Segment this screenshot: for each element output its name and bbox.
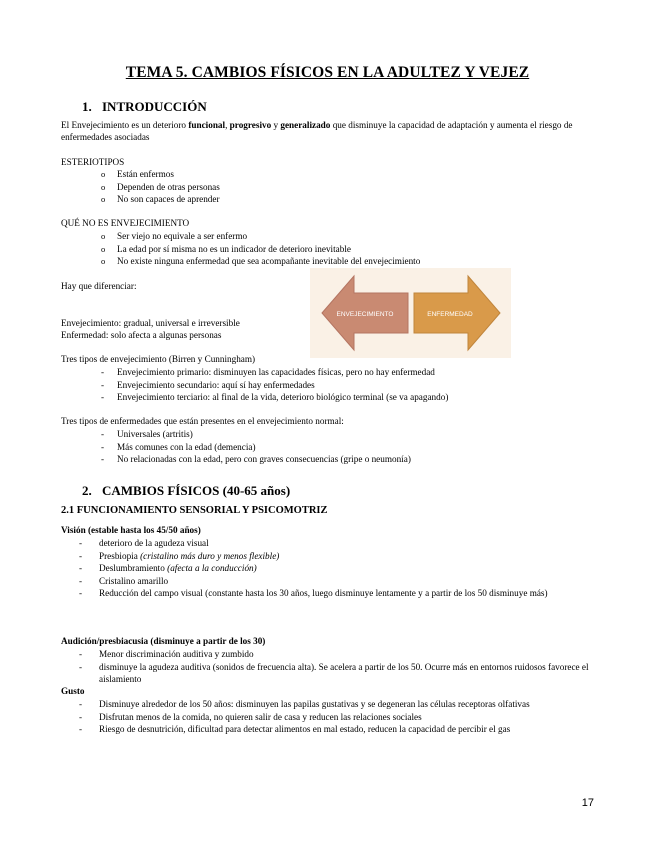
list-item: o No son capaces de aprender <box>61 193 220 206</box>
page-title: TEMA 5. CAMBIOS FÍSICOS EN LA ADULTEZ Y VEJEZ <box>125 64 530 81</box>
list-item: o Están enfermos <box>61 168 220 181</box>
list-item: - Menor discriminación auditiva y zumbido <box>61 648 591 661</box>
intro-paragraph: El Envejecimiento es un deterioro funcional, progresivo y generalizado que disminuye la capacidad de adaptación y aumenta el riesgo de enfermedades asociadas <box>61 120 573 143</box>
stereotypes-label: ESTERIOTIPOS <box>61 157 125 167</box>
section-number: 1. <box>82 99 92 114</box>
section-1-heading <box>82 99 207 115</box>
taste-label: Gusto <box>61 686 85 696</box>
aging-vs-disease-diagram <box>310 268 511 358</box>
list-item: o Ser viejo no equivale a ser enfermo <box>61 230 420 243</box>
aging-types-label: Tres tipos de envejecimiento (Birren y Cunningham) <box>61 354 256 364</box>
page-number: 17 <box>581 797 594 809</box>
disease-arrow-label: ENFERMEDAD <box>427 311 473 318</box>
not-aging-label: QUÉ NO ES ENVEJECIMIENTO <box>61 218 190 228</box>
list-item: - Cristalino amarillo <box>61 575 581 588</box>
list-item: o Dependen de otras personas <box>61 181 220 194</box>
vision-list <box>61 537 581 600</box>
list-item: - Envejecimiento secundario: aquí sí hay enfermedades <box>61 379 448 392</box>
section-2-heading <box>82 483 290 499</box>
list-item: - Envejecimiento terciario: al final de la vida, deterioro biológico terminal (se va apagando) <box>61 391 448 404</box>
list-item: o No existe ninguna enfermedad que sea acompañante inevitable del envejecimiento <box>61 255 420 268</box>
hearing-label: Audición/presbiacusia (disminuye a partir de los 30) <box>61 636 266 646</box>
disease-types-list <box>61 428 411 466</box>
list-item: - Disminuye alrededor de los 50 años: disminuyen las papilas gustativas y se degeneran las células receptoras olfativas <box>61 698 591 711</box>
vision-label: Visión (estable hasta los 45/50 años) <box>61 525 201 535</box>
hearing-list <box>61 648 591 685</box>
arrows-graphic <box>310 268 511 358</box>
disease-definition: Enfermedad: solo afecta a algunas personas <box>61 330 222 340</box>
stereotypes-list <box>61 168 220 206</box>
differentiate-text: Hay que diferenciar: <box>61 281 137 291</box>
list-item: - disminuye la agudeza auditiva (sonidos de frecuencia alta). Se acelera a partir de los 50. Ocurre más en entornos ruidosos favorece el aislamiento <box>61 661 591 686</box>
list-item: o La edad por sí misma no es un indicador de deterioro inevitable <box>61 243 420 256</box>
section-label: INTRODUCCIÓN <box>102 99 207 114</box>
list-item: - deterioro de la agudeza visual <box>61 537 581 550</box>
subsection-heading: 2.1 FUNCIONAMIENTO SENSORIAL Y PSICOMOTRIZ <box>61 505 328 516</box>
aging-types-list <box>61 366 448 404</box>
section-number: 2. <box>82 483 92 498</box>
aging-definition: Envejecimiento: gradual, universal e irreversible <box>61 318 240 328</box>
not-aging-list <box>61 230 420 268</box>
list-item: - Universales (artritis) <box>61 428 411 441</box>
section-label: CAMBIOS FÍSICOS (40-65 años) <box>102 483 291 498</box>
list-item: - Riesgo de desnutrición, dificultad para detectar alimentos en mal estado, reducen la capacidad de percibir el gas <box>61 723 591 736</box>
list-item: - Reducción del campo visual (constante hasta los 30 años, luego disminuye lentamente y a partir de los 50 disminuye más) <box>61 587 581 600</box>
disease-types-label: Tres tipos de enfermedades que están presentes en el envejecimiento normal: <box>61 416 344 426</box>
list-item: - Presbiopia (cristalino más duro y menos flexible) <box>61 550 581 563</box>
list-item: - Disfrutan menos de la comida, no quieren salir de casa y reducen las relaciones sociales <box>61 711 591 724</box>
list-item: - Más comunes con la edad (demencia) <box>61 441 411 454</box>
aging-arrow-label: ENVEJECIMIENTO <box>336 311 394 318</box>
list-item: - Envejecimiento primario: disminuyen las capacidades físicas, pero no hay enfermedad <box>61 366 448 379</box>
list-item: - No relacionadas con la edad, pero con graves consecuencias (gripe o neumonía) <box>61 453 411 466</box>
list-item: - Deslumbramiento (afecta a la conducción) <box>61 562 581 575</box>
taste-list <box>61 698 591 736</box>
